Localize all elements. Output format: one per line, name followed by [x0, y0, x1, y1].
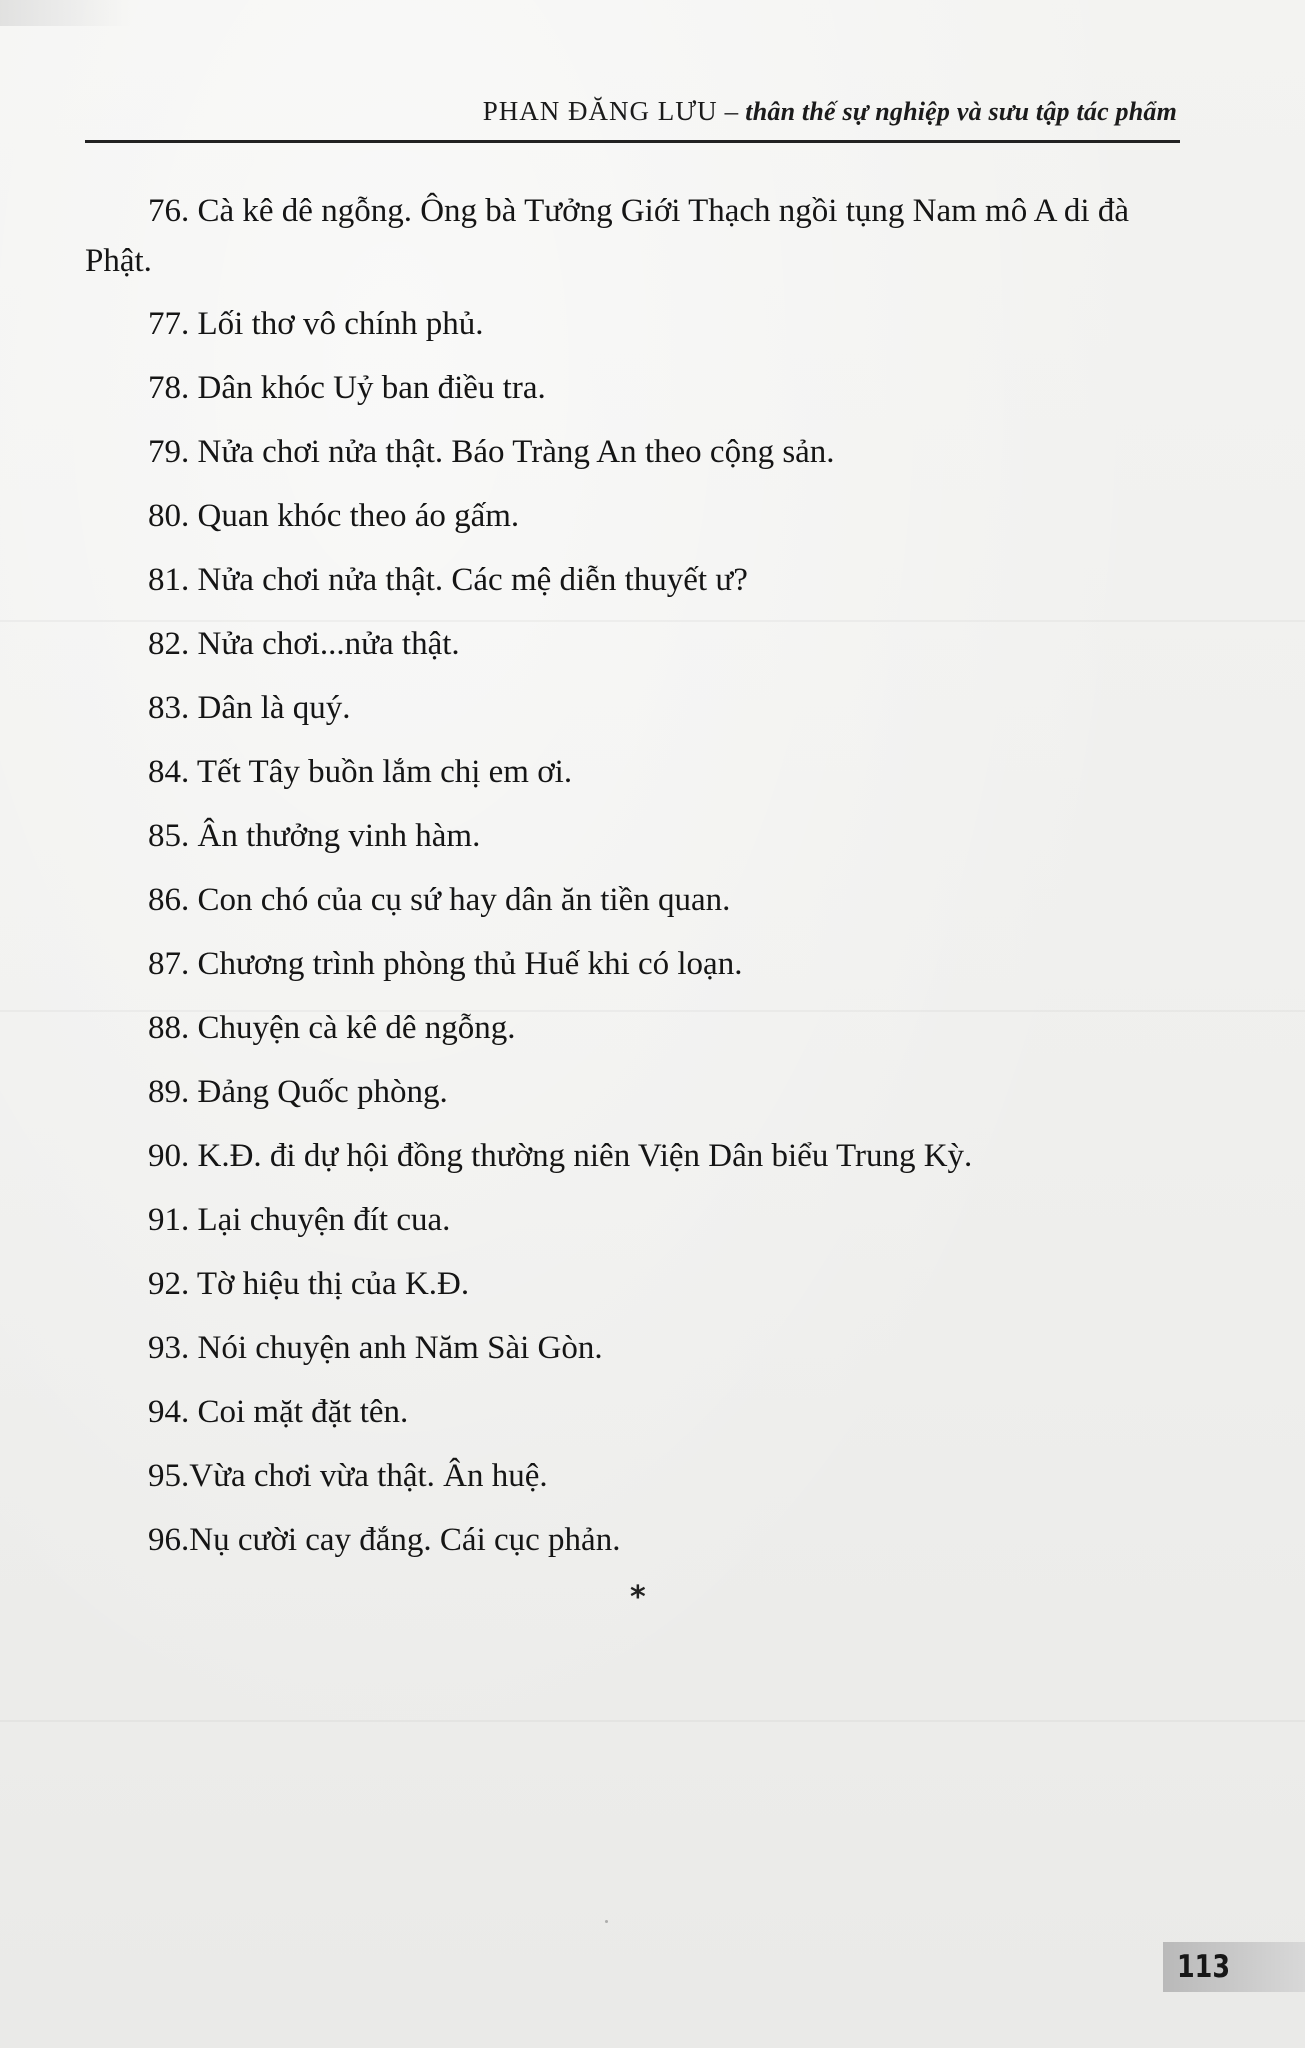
scan-speck	[605, 1920, 608, 1923]
list-item: 90. K.Đ. đi dự hội đồng thường niên Viện Dân biểu Trung Kỳ.	[148, 1138, 973, 1174]
list-item: 81. Nửa chơi nửa thật. Các mệ diễn thuyết ư?	[148, 562, 748, 598]
list-item: 93. Nói chuyện anh Năm Sài Gòn.	[148, 1330, 603, 1366]
list-item: 80. Quan khóc theo áo gấm.	[148, 498, 520, 534]
list-item: 91. Lại chuyện đít cua.	[148, 1202, 451, 1238]
list-item: 87. Chương trình phòng thủ Huế khi có loạn.	[148, 946, 743, 982]
header-subtitle: thân thế sự nghiệp và sưu tập tác phẩm	[745, 97, 1177, 126]
list-item: 85. Ân thưởng vinh hàm.	[148, 818, 481, 854]
list-item: 88. Chuyện cà kê dê ngỗng.	[148, 1010, 516, 1046]
section-end-asterisk: *	[630, 1580, 646, 1615]
list-item: 83. Dân là quý.	[148, 690, 351, 726]
header-author: PHAN ĐĂNG LƯU	[482, 96, 718, 126]
list-item: 94. Coi mặt đặt tên.	[148, 1394, 409, 1430]
bleed-through-line	[0, 1720, 1305, 1722]
page-number: 113	[1177, 1949, 1231, 1985]
header-rule	[85, 140, 1180, 143]
list-item: 96.Nụ cười cay đắng. Cái cục phản.	[148, 1522, 621, 1558]
list-item: 77. Lối thơ vô chính phủ.	[148, 306, 484, 342]
list-item: 92. Tờ hiệu thị của K.Đ.	[148, 1266, 470, 1302]
list-item: 86. Con chó của cụ sứ hay dân ăn tiền quan.	[148, 882, 731, 918]
list-item: 76. Cà kê dê ngỗng. Ông bà Tưởng Giới Thạch ngồi tụng Nam mô A di đà Phật.	[85, 193, 1129, 279]
list-item: 89. Đảng Quốc phòng.	[148, 1074, 448, 1110]
list-item: 82. Nửa chơi...nửa thật.	[148, 626, 460, 662]
header-separator: –	[717, 96, 746, 126]
list-item: 78. Dân khóc Uỷ ban điều tra.	[148, 370, 546, 406]
scan-edge-mark	[0, 0, 130, 26]
list-item: 79. Nửa chơi nửa thật. Báo Tràng An theo cộng sản.	[148, 434, 835, 470]
list-item: 84. Tết Tây buồn lắm chị em ơi.	[148, 754, 573, 790]
running-header	[483, 96, 1177, 127]
list-item: 95.Vừa chơi vừa thật. Ân huệ.	[148, 1458, 548, 1494]
entry-list	[85, 186, 1180, 1580]
page-number-tab	[1163, 1942, 1305, 1992]
